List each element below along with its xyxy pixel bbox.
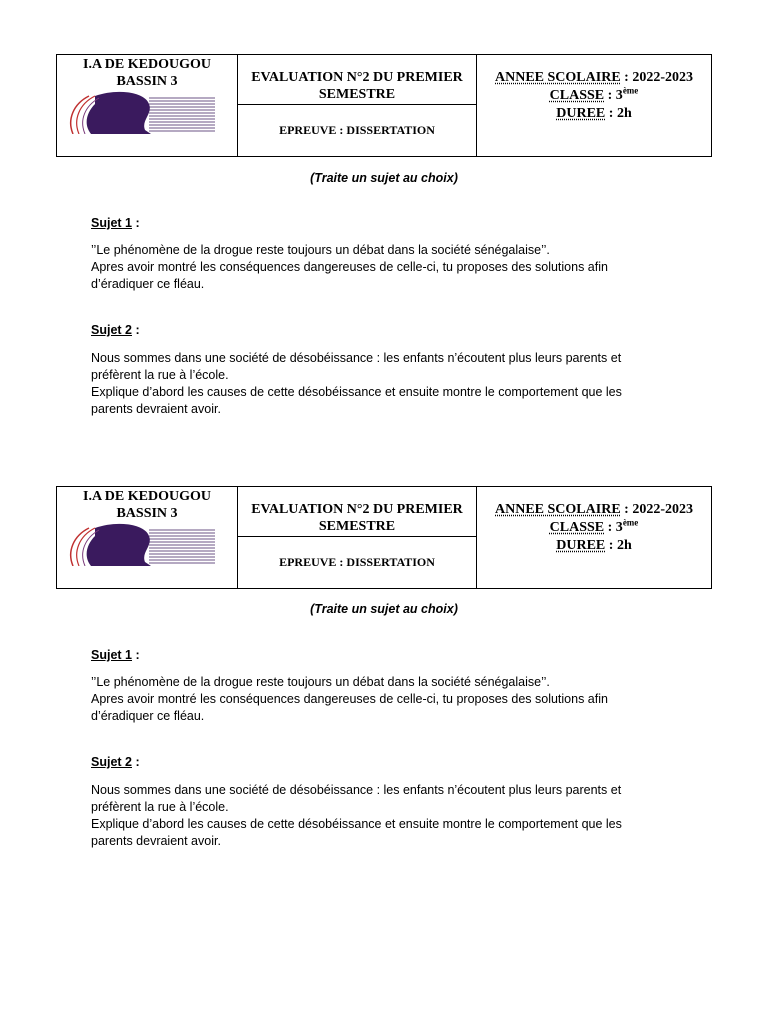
institution-logo-icon	[65, 522, 215, 566]
exam-header-table	[56, 54, 712, 157]
institution-bassin: BASSIN 3	[116, 506, 178, 521]
sujet-1-text: ’’Le phénomène de la drogue reste toujours un débat dans la société sénégalaise’’. Apres avoir montré les conséquences dangereuses de celle-ci, tu proposes des solutions afin d’éradiquer ce fléau.	[91, 243, 608, 291]
duree: DUREE : 2h	[556, 538, 632, 553]
sujet-2-title: Sujet 2 :	[91, 755, 140, 769]
sujet-2-text: Nous sommes dans une société de désobéissance : les enfants n’écoutent plus leurs parents et préfèrent la rue à l’école. Explique d’abord les causes de cette désobéissance et ensuite montre le comportement que les parents devraient avoir.	[91, 351, 622, 416]
exam-header-table	[56, 486, 712, 589]
evaluation-cell	[238, 55, 477, 156]
sujet-1-title: Sujet 1 :	[91, 216, 140, 230]
annee-scolaire: ANNEE SCOLAIRE : 2022-2023	[495, 70, 693, 85]
epreuve-label: EPREUVE : DISSERTATION	[279, 555, 435, 569]
institution-bassin: BASSIN 3	[116, 74, 178, 89]
institution-name: I.A DE KEDOUGOU	[83, 489, 211, 504]
institution-name: I.A DE KEDOUGOU	[83, 57, 211, 72]
sujet-1-title: Sujet 1 :	[91, 648, 140, 662]
epreuve-label: EPREUVE : DISSERTATION	[279, 123, 435, 137]
duree: DUREE : 2h	[556, 106, 632, 121]
institution-logo-icon	[65, 90, 215, 134]
evaluation-title: EVALUATION N°2 DU PREMIER SEMESTRE	[238, 487, 476, 537]
exam-info-cell	[477, 487, 711, 588]
classe: CLASSE : 3ème	[549, 85, 639, 103]
instruction-text: (Traite un sujet au choix)	[310, 171, 458, 185]
evaluation-cell	[238, 487, 477, 588]
classe: CLASSE : 3ème	[549, 517, 639, 535]
institution-cell	[57, 487, 238, 588]
sujet-2-text: Nous sommes dans une société de désobéissance : les enfants n’écoutent plus leurs parents et préfèrent la rue à l’école. Explique d’abord les causes de cette désobéissance et ensuite montre le comportement que les parents devraient avoir.	[91, 783, 622, 848]
evaluation-title: EVALUATION N°2 DU PREMIER SEMESTRE	[238, 55, 476, 105]
annee-scolaire: ANNEE SCOLAIRE : 2022-2023	[495, 502, 693, 517]
exam-info-cell	[477, 55, 711, 156]
sujet-2-title: Sujet 2 :	[91, 323, 140, 337]
sujet-1-text: ’’Le phénomène de la drogue reste toujours un débat dans la société sénégalaise’’. Apres avoir montré les conséquences dangereuses de celle-ci, tu proposes des solutions afin d’éradiquer ce fléau.	[91, 675, 608, 723]
institution-cell	[57, 55, 238, 156]
instruction-text: (Traite un sujet au choix)	[310, 602, 458, 616]
